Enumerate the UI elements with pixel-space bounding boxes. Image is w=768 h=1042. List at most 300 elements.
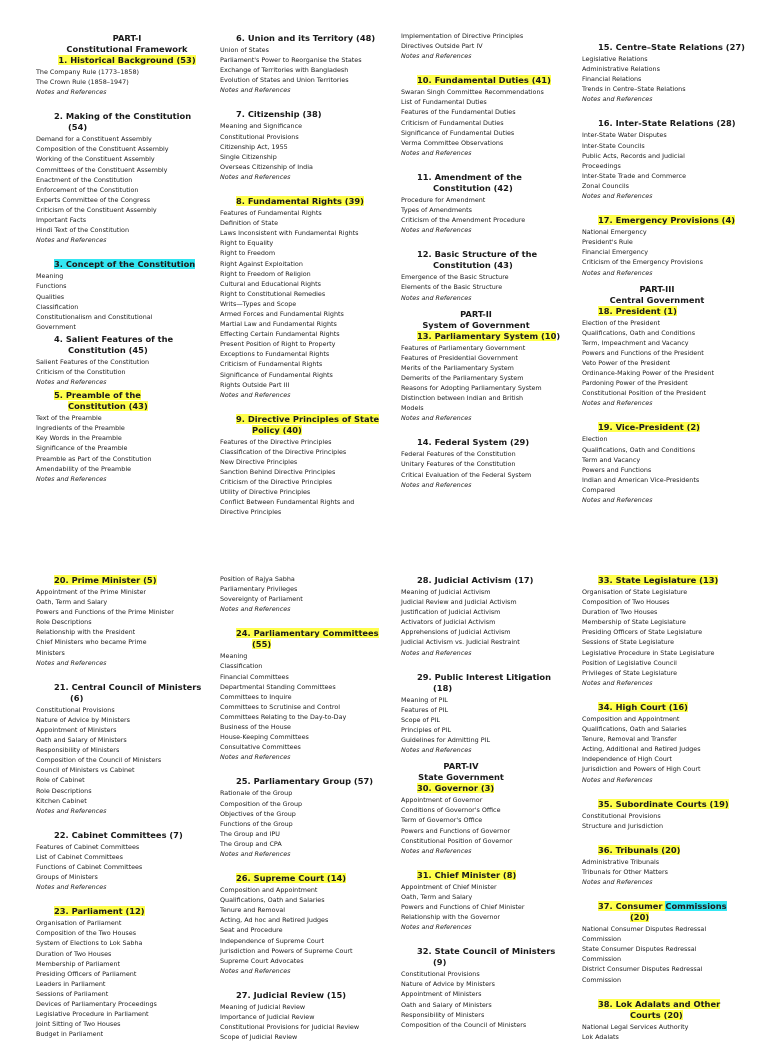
chapter-22-heading[interactable]: 22. Cabinet Committees (7): [54, 829, 183, 840]
notes-and-references: Notes and References: [582, 678, 653, 687]
toc-item: The Company Rule (1773–1858): [36, 68, 140, 76]
chapter-31-heading[interactable]: 31. Chief Minister (8): [417, 869, 517, 880]
chapter-7-heading[interactable]: 7. Citizenship (38): [236, 109, 322, 120]
toc-item: Present Position of Right to Property: [220, 340, 336, 349]
toc-item: Committees to Inquire: [220, 692, 292, 701]
toc-item: Tenure, Removal and Transfer: [582, 735, 677, 744]
toc-item: Effecting Certain Fundamental Rights: [220, 330, 340, 339]
toc-item: Business of the House: [220, 723, 291, 732]
notes-and-references: Notes and References: [220, 753, 291, 762]
toc-item: Reasons for Adopting Parliamentary System: [401, 383, 542, 392]
toc-item: Ordinance-Making Power of the President: [582, 369, 715, 378]
chapter-25-heading[interactable]: 25. Parliamentary Group (57): [236, 776, 374, 787]
toc-item: Parliamentary Privileges: [220, 585, 298, 594]
toc-item: Qualifications, Oath and Salaries: [220, 896, 325, 905]
notes-and-references: Notes and References: [220, 849, 291, 858]
notes-and-references: Notes and References: [36, 806, 107, 815]
toc-item: Right to Constitutional Remedies: [220, 289, 326, 298]
chapter-20-heading[interactable]: 20. Prime Minister (5): [54, 575, 157, 585]
toc-item: Critical Evaluation of the Federal System: [401, 470, 532, 479]
toc-item: Sessions of State Legislature: [582, 638, 675, 647]
toc-item: Criticism of the Constituent Assembly: [36, 205, 157, 214]
toc-item: Independence of Supreme Court: [220, 936, 324, 945]
toc-item: Writs—Types and Scope: [220, 299, 297, 308]
toc-item: Tenure and Removal: [220, 906, 286, 915]
toc-item: Text of the Preamble: [36, 414, 102, 423]
toc-column-1: [36, 33, 218, 484]
toc-item: Functions of the Group: [220, 819, 293, 828]
notes-and-references: Notes and References: [401, 226, 472, 235]
toc-item: Jurisdiction and Powers of High Court: [582, 765, 701, 774]
toc-item: Position of Rajya Sabha: [220, 575, 295, 583]
toc-item: Committees to Scrutinise and Control: [220, 702, 341, 711]
notes-and-references: Notes and References: [220, 172, 291, 181]
toc-item: National Legal Services Authority: [582, 1022, 689, 1031]
toc-item: Constitutional Provisions: [220, 132, 299, 141]
toc-item: Union of States: [220, 46, 269, 54]
toc-item: Utility of Directive Principles: [220, 488, 311, 497]
toc-item: Significance of Fundamental Rights: [220, 370, 333, 379]
toc-item: Significance of Fundamental Duties: [401, 128, 515, 137]
toc-item: Important Facts: [36, 216, 87, 225]
toc-item: Appointment of Governor: [401, 796, 483, 805]
toc-item: Composition and Appointment: [220, 886, 318, 895]
chapter-38-heading[interactable]: 38. Lok Adalats and Other Courts (20): [598, 998, 721, 1020]
chapter-3-heading[interactable]: 3. Concept of the Constitution: [54, 259, 196, 270]
chapter-33-heading[interactable]: 33. State Legislature (13): [598, 575, 719, 585]
toc-item: Groups of Ministers: [36, 873, 98, 882]
toc-item: Zonal Councils: [582, 181, 629, 190]
toc-item: Constitutional Provisions: [36, 705, 115, 714]
toc-item: Organisation of State Legislature: [582, 588, 688, 596]
toc-item: Supreme Court Advocates: [220, 956, 304, 965]
toc-item: Term and Vacancy: [582, 455, 641, 464]
toc-item: Overseas Citizenship of India: [220, 162, 313, 171]
toc-item: Parliament's Power to Reorganise the States: [220, 56, 362, 65]
toc-item: Administrative Relations: [582, 65, 660, 74]
toc-item: Features of Cabinet Committees: [36, 842, 140, 851]
notes-and-references: Notes and References: [401, 480, 472, 489]
chapter-34-heading[interactable]: 34. High Court (16): [598, 701, 688, 712]
notes-and-references: Notes and References: [582, 399, 653, 408]
toc-item: Trends in Centre–State Relations: [582, 85, 686, 94]
toc-item: Implementation of Directive Principles: [401, 32, 524, 40]
toc-item: Council of Ministers vs Cabinet: [36, 766, 135, 775]
toc-item: National Consumer Disputes Redressal: [582, 925, 707, 934]
chapter-21-heading[interactable]: 21. Central Council of Ministers (6): [54, 681, 202, 703]
chapter-27-heading[interactable]: 27. Judicial Review (15): [236, 989, 347, 1000]
notes-and-references: Notes and References: [582, 192, 653, 201]
notes-and-references: Notes and References: [401, 846, 472, 855]
toc-item: Sovereignty of Parliament: [220, 595, 303, 604]
toc-item: Rationale of the Group: [220, 789, 293, 798]
part-i-heading: PART-I: [112, 33, 142, 43]
toc-item: Joint Sitting of Two Houses: [36, 1020, 121, 1029]
toc-item: Financial Emergency: [582, 248, 649, 257]
notes-and-references: Notes and References: [36, 236, 107, 245]
toc-item: President's Rule: [582, 238, 633, 247]
toc-item: State Consumer Disputes Redressal: [582, 945, 697, 954]
toc-item: Ministers: [36, 648, 65, 657]
toc-item: Qualifications, Oath and Conditions: [582, 445, 696, 454]
chapter-28-heading[interactable]: 28. Judicial Activism (17): [417, 575, 534, 585]
toc-item: Composition of the Two Houses: [36, 929, 137, 938]
toc-item: Martial Law and Fundamental Rights: [220, 320, 337, 329]
toc-item: Cultural and Educational Rights: [220, 279, 321, 288]
toc-item: Term, Impeachment and Vacancy: [582, 338, 689, 347]
toc-item: Features of the Directive Principles: [220, 437, 332, 446]
chapter-6-heading[interactable]: 6. Union and its Territory (48): [236, 33, 376, 43]
chapter-19-heading[interactable]: 19. Vice-President (2): [598, 422, 700, 433]
toc-item: Devices of Parliamentary Proceedings: [36, 1000, 157, 1008]
toc-item: Nature of Advice by Ministers: [401, 980, 495, 989]
part-ii-title: System of Government: [422, 319, 530, 330]
notes-and-references: Notes and References: [582, 95, 653, 104]
toc-item: Inter-State Councils: [582, 141, 645, 150]
toc-item: Scope of Judicial Review: [220, 1033, 298, 1042]
toc-item: Chief Ministers who became Prime: [36, 638, 147, 647]
chapter-10-heading[interactable]: 10. Fundamental Duties (41): [417, 75, 551, 86]
toc-item: Apprehensions of Judicial Activism: [401, 628, 511, 637]
toc-item: Qualifications, Oath and Salaries: [582, 725, 687, 734]
part-iv-heading: PART-IV: [443, 761, 479, 772]
toc-item: Meaning of Judicial Review: [220, 1002, 306, 1011]
chapter-26-heading[interactable]: 26. Supreme Court (14): [236, 873, 347, 884]
toc-item: List of Fundamental Duties: [401, 98, 487, 107]
toc-item: Organisation of Parliament: [36, 919, 122, 928]
toc-item: Appointment of the Prime Minister: [36, 588, 147, 596]
toc-item: Role of Cabinet: [36, 776, 85, 785]
toc-item: Preamble as Part of the Constitution: [36, 454, 152, 463]
toc-item: Activators of Judicial Activism: [401, 618, 496, 627]
toc-item: Right to Freedom of Religion: [220, 269, 311, 278]
chapter-1-heading[interactable]: 1. Historical Background (53): [58, 55, 196, 65]
chapter-4-heading[interactable]: 4. Salient Features of the Constitution (45): [54, 333, 174, 355]
toc-item: Criticism of Fundamental Rights: [220, 360, 323, 369]
chapter-13-heading[interactable]: 13. Parliamentary System (10): [417, 330, 561, 341]
toc-item: Pardoning Power of the President: [582, 379, 688, 388]
part-iii-title: Central Government: [609, 294, 705, 305]
toc-item: Demand for a Constituent Assembly: [36, 135, 152, 144]
notes-and-references: Notes and References: [401, 648, 472, 657]
toc-item: Inter-State Trade and Commerce: [582, 171, 687, 180]
toc-item: Acting, Ad hoc and Retired Judges: [220, 916, 329, 925]
toc-item: Powers and Functions of Chief Minister: [401, 902, 525, 911]
toc-item: Powers and Functions of Governor: [401, 826, 511, 835]
toc-item: Swaran Singh Committee Recommendations: [401, 88, 544, 97]
toc-item: Evolution of States and Union Territories: [220, 76, 349, 85]
notes-and-references: Notes and References: [401, 746, 472, 755]
toc-item: Objectives of the Group: [220, 809, 296, 818]
toc-item: Membership of Parliament: [36, 959, 121, 968]
toc-column-3: [401, 31, 581, 490]
toc-item: Amendability of the Preamble: [36, 464, 132, 473]
toc-item: Election of the President: [582, 318, 661, 327]
toc-item: Relationship with the President: [36, 628, 136, 637]
toc-item: Definition of State: [220, 219, 279, 228]
toc-item: Nature of Advice by Ministers: [36, 715, 130, 724]
toc-item: Privileges of State Legislature: [582, 668, 678, 677]
toc-item: Salient Features of the Constitution: [36, 357, 150, 366]
toc-item: Term of Governor's Office: [401, 816, 483, 825]
toc-item: Classification of the Directive Principles: [220, 447, 347, 456]
toc-item: Election: [582, 435, 608, 444]
toc-item: Seat and Procedure: [220, 926, 283, 935]
toc-item: Administrative Tribunals: [582, 857, 660, 866]
toc-item: Meaning of Judicial Activism: [401, 588, 491, 596]
toc-item: Financial Committees: [220, 672, 289, 681]
toc-item: Procedure for Amendment: [401, 195, 486, 204]
toc-item: Legislative Procedure in State Legislature: [582, 648, 715, 657]
toc-item: Sessions of Parliament: [36, 989, 109, 998]
chapter-17-heading[interactable]: 17. Emergency Provisions (4): [598, 215, 736, 226]
chapter-11-heading[interactable]: 11. Amendment of the Constitution (42): [417, 171, 522, 193]
notes-and-references: Notes and References: [36, 88, 107, 97]
toc-item: Hindi Text of the Constitution: [36, 226, 129, 235]
toc-item: Composition of the Council of Ministers: [401, 1020, 527, 1029]
toc-item: Importance of Judicial Review: [220, 1013, 315, 1021]
toc-item: Criticism of the Constitution: [36, 367, 126, 376]
toc-item: Constitutional Position of the President: [582, 389, 706, 398]
toc-item: Judicial Review and Judicial Activism: [401, 598, 517, 607]
toc-item: Powers and Functions: [582, 465, 652, 474]
toc-item: Features of the Fundamental Duties: [401, 108, 516, 117]
toc-item: Financial Relations: [582, 75, 642, 84]
toc-item: New Directive Principles: [220, 458, 298, 466]
toc-item: Experts Committee of the Congress: [36, 195, 151, 204]
toc-item: Scope of PIL: [401, 715, 440, 724]
chapter-9-heading[interactable]: 9. Directive Principles of State Policy (40): [236, 413, 380, 435]
toc-item: Appointment of Ministers: [36, 725, 117, 734]
notes-and-references: Notes and References: [36, 474, 107, 483]
toc-item: Meaning: [220, 652, 248, 661]
part-iv-title: State Government: [418, 772, 504, 783]
toc-item: Structure and Jurisdiction: [582, 821, 664, 830]
toc-item: Features of Fundamental Rights: [220, 209, 322, 218]
toc-item: Meaning and Significance: [220, 122, 303, 131]
toc-item: Qualifications, Oath and Conditions: [582, 328, 696, 337]
toc-item: Legislative Relations: [582, 55, 648, 63]
toc-item: Models: [401, 404, 424, 413]
toc-item: Conflict Between Fundamental Rights and: [220, 498, 355, 507]
toc-item: Constitutional Position of Governor: [401, 836, 513, 845]
chapter-35-heading[interactable]: 35. Subordinate Courts (19): [598, 798, 729, 809]
chapter-36-heading[interactable]: 36. Tribunals (20): [598, 844, 681, 855]
toc-item: Tribunals for Other Matters: [582, 867, 668, 876]
toc-item: Membership of State Legislature: [582, 618, 686, 627]
toc-item: Justification of Judicial Activism: [401, 608, 501, 617]
toc-item: Budget in Parliament: [36, 1030, 104, 1039]
notes-and-references: Notes and References: [582, 268, 653, 277]
toc-item: Enactment of the Constitution: [36, 175, 133, 184]
toc-item: House-Keeping Committees: [220, 733, 309, 742]
notes-and-references: Notes and References: [220, 390, 291, 399]
toc-item: Laws Inconsistent with Fundamental Rights: [220, 229, 359, 238]
notes-and-references: Notes and References: [582, 496, 653, 504]
toc-item: Citizenship Act, 1955: [220, 142, 288, 151]
toc-item: Public Acts, Records and Judicial: [582, 151, 685, 160]
toc-item: Distinction between Indian and British: [401, 394, 524, 403]
chapter-24-heading[interactable]: 24. Parliamentary Committees (55): [236, 628, 379, 650]
toc-item: Compared: [582, 485, 616, 494]
toc-item: Conditions of Governor's Office: [401, 806, 501, 815]
toc-column-2: [220, 33, 400, 518]
chapter-29-heading[interactable]: 29. Public Interest Litigation (18): [417, 671, 552, 693]
toc-item: Oath and Salary of Ministers: [401, 1000, 492, 1009]
toc-item: Committees Relating to the Day-to-Day: [220, 712, 347, 721]
toc-item: Features of Presidential Government: [401, 353, 518, 362]
toc-item: Unitary Features of the Constitution: [401, 460, 516, 469]
toc-item: List of Cabinet Committees: [36, 852, 123, 861]
toc-item: Working of the Constituent Assembly: [36, 155, 155, 164]
toc-item: Criticism of the Emergency Provisions: [582, 258, 703, 267]
notes-and-references: Notes and References: [582, 775, 653, 784]
toc-item: Composition of the Constituent Assembly: [36, 145, 169, 154]
toc-item: Composition of the Group: [220, 799, 303, 808]
toc-item: Powers and Functions of the President: [582, 348, 704, 357]
toc-item: Rights Outside Part III: [220, 380, 290, 389]
toc-item: Duration of Two Houses: [36, 949, 112, 958]
toc-item: Commission: [582, 955, 621, 964]
toc-item: Jurisdiction and Powers of Supreme Court: [220, 946, 353, 955]
toc-item: The Group and IPU: [220, 829, 280, 838]
toc-item: Lok Adalats: [582, 1032, 619, 1041]
toc-item: Commission: [582, 935, 621, 944]
toc-item: Kitchen Cabinet: [36, 796, 87, 805]
toc-item: Enforcement of the Constitution: [36, 185, 139, 194]
toc-column-6: [220, 574, 400, 1042]
chapter-32-heading[interactable]: 32. State Council of Ministers (9): [417, 946, 556, 968]
toc-item: Constitutional Provisions: [582, 811, 661, 820]
notes-and-references: Notes and References: [220, 86, 291, 95]
toc-item: District Consumer Disputes Redressal: [582, 965, 703, 974]
toc-item: Directives Outside Part IV: [401, 42, 483, 51]
chapter-12-heading[interactable]: 12. Basic Structure of the Constitution (43): [417, 249, 538, 271]
toc-item: Indian and American Vice-Presidents: [582, 475, 700, 484]
toc-item: Federal Features of the Constitution: [401, 450, 516, 459]
notes-and-references: Notes and References: [401, 923, 472, 932]
toc-item: Legislative Procedure in Parliament: [36, 1010, 149, 1019]
part-i-title: Constitutional Framework: [66, 44, 188, 54]
toc-item: Guidelines for Admitting PIL: [401, 736, 491, 745]
toc-item: Acting, Additional and Retired Judges: [582, 745, 701, 754]
toc-item: Meaning: [36, 272, 64, 281]
toc-item: Significance of the Preamble: [36, 444, 128, 453]
toc-item: Merits of the Parliamentary System: [401, 363, 514, 372]
toc-item: Composition of the Council of Ministers: [36, 756, 162, 765]
toc-item: Demerits of the Parliamentary System: [401, 373, 524, 382]
toc-item: Consultative Committees: [220, 743, 301, 752]
toc-item: Government: [36, 322, 76, 331]
toc-item: Proceedings: [582, 161, 621, 170]
toc-item: Responsibility of Ministers: [36, 746, 120, 755]
toc-item: Powers and Functions of the Prime Minister: [36, 608, 174, 617]
notes-and-references: Notes and References: [401, 293, 472, 302]
chapter-37-heading[interactable]: 37. Consumer Commissions (20): [598, 901, 727, 923]
toc-item: Presiding Officers of Parliament: [36, 969, 137, 978]
toc-item: Responsibility of Ministers: [401, 1010, 485, 1019]
toc-item: Composition of Two Houses: [582, 598, 670, 607]
toc-item: Emergence of the Basic Structure: [401, 273, 509, 282]
notes-and-references: Notes and References: [401, 52, 472, 61]
part-ii-heading: PART-II: [460, 308, 492, 319]
toc-item: Constitutionalism and Constitutional: [36, 312, 153, 321]
toc-item: Role Descriptions: [36, 786, 92, 795]
chapter-8-heading[interactable]: 8. Fundamental Rights (39): [236, 196, 364, 207]
toc-item: Qualities: [36, 292, 65, 301]
notes-and-references: Notes and References: [401, 148, 472, 157]
toc-item: Functions of Cabinet Committees: [36, 862, 143, 871]
notes-and-references: Notes and References: [220, 605, 291, 614]
toc-item: Criticism of Fundamental Duties: [401, 118, 504, 127]
toc-item: Features of PIL: [401, 705, 448, 714]
toc-item: Functions: [36, 282, 67, 291]
chapter-15-heading[interactable]: 15. Centre–State Relations (27): [598, 42, 745, 52]
toc-item: Committees of the Constituent Assembly: [36, 165, 168, 174]
toc-item: The Crown Rule (1858–1947): [36, 78, 129, 87]
toc-item: Composition and Appointment: [582, 714, 680, 723]
toc-item: Armed Forces and Fundamental Rights: [220, 309, 344, 318]
toc-item: Directive Principles: [220, 508, 282, 517]
chapter-30-heading[interactable]: 30. Governor (3): [417, 783, 495, 794]
toc-item: Elements of the Basic Structure: [401, 283, 503, 292]
toc-item: Role Descriptions: [36, 618, 92, 627]
notes-and-references: Notes and References: [36, 378, 107, 387]
chapter-5-heading[interactable]: 5. Preamble of the Constitution (43): [54, 390, 148, 412]
part-iii-heading: PART-III: [639, 283, 675, 294]
toc-item: Right to Freedom: [220, 249, 276, 258]
toc-column-7: [401, 575, 581, 1030]
toc-item: Exchange of Territories with Bangladesh: [220, 66, 349, 75]
toc-item: System of Elections to Lok Sabha: [36, 939, 143, 948]
notes-and-references: Notes and References: [36, 883, 107, 892]
toc-item: Leaders in Parliament: [36, 979, 106, 988]
toc-item: Position of Legislative Council: [582, 658, 677, 667]
toc-item: Key Words in the Preamble: [36, 434, 122, 443]
chapter-16-heading[interactable]: 16. Inter-State Relations (28): [598, 118, 736, 129]
toc-item: Right to Equality: [220, 239, 274, 248]
toc-item: Departmental Standing Committees: [220, 682, 336, 691]
toc-item: Exceptions to Fundamental Rights: [220, 350, 330, 359]
toc-item: Sanction Behind Directive Principles: [220, 468, 336, 477]
toc-item: Relationship with the Governor: [401, 913, 501, 922]
notes-and-references: Notes and References: [36, 658, 107, 667]
toc-item: Oath and Salary of Ministers: [36, 736, 127, 745]
toc-item: Right Against Exploitation: [220, 259, 303, 268]
toc-item: Meaning of PIL: [401, 695, 448, 704]
toc-item: National Emergency: [582, 228, 647, 237]
chapter-23-heading[interactable]: 23. Parliament (12): [54, 906, 145, 917]
toc-column-4: [582, 42, 762, 505]
toc-item: Appointment of Chief Minister: [401, 882, 497, 891]
notes-and-references: Notes and References: [220, 966, 291, 975]
toc-item: Features of Parliamentary Government: [401, 343, 526, 352]
chapter-18-heading[interactable]: 18. President (1): [598, 305, 677, 316]
chapter-2-heading[interactable]: 2. Making of the Constitution (54): [54, 111, 192, 133]
toc-item: Principles of PIL: [401, 725, 452, 734]
toc-item: Types of Amendments: [401, 206, 472, 215]
toc-item: Appointment of Ministers: [401, 990, 482, 999]
chapter-14-heading[interactable]: 14. Federal System (29): [417, 437, 530, 448]
toc-item: Commission: [582, 975, 621, 984]
toc-item: Oath, Term and Salary: [401, 892, 473, 901]
toc-item: Duration of Two Houses: [582, 608, 658, 617]
toc-item: Criticism of the Directive Principles: [220, 478, 332, 487]
toc-item: Oath, Term and Salary: [36, 598, 108, 607]
toc-item: Independence of High Court: [582, 755, 672, 764]
toc-item: Criticism of the Amendment Procedure: [401, 216, 526, 225]
toc-column-5: [36, 575, 218, 1039]
